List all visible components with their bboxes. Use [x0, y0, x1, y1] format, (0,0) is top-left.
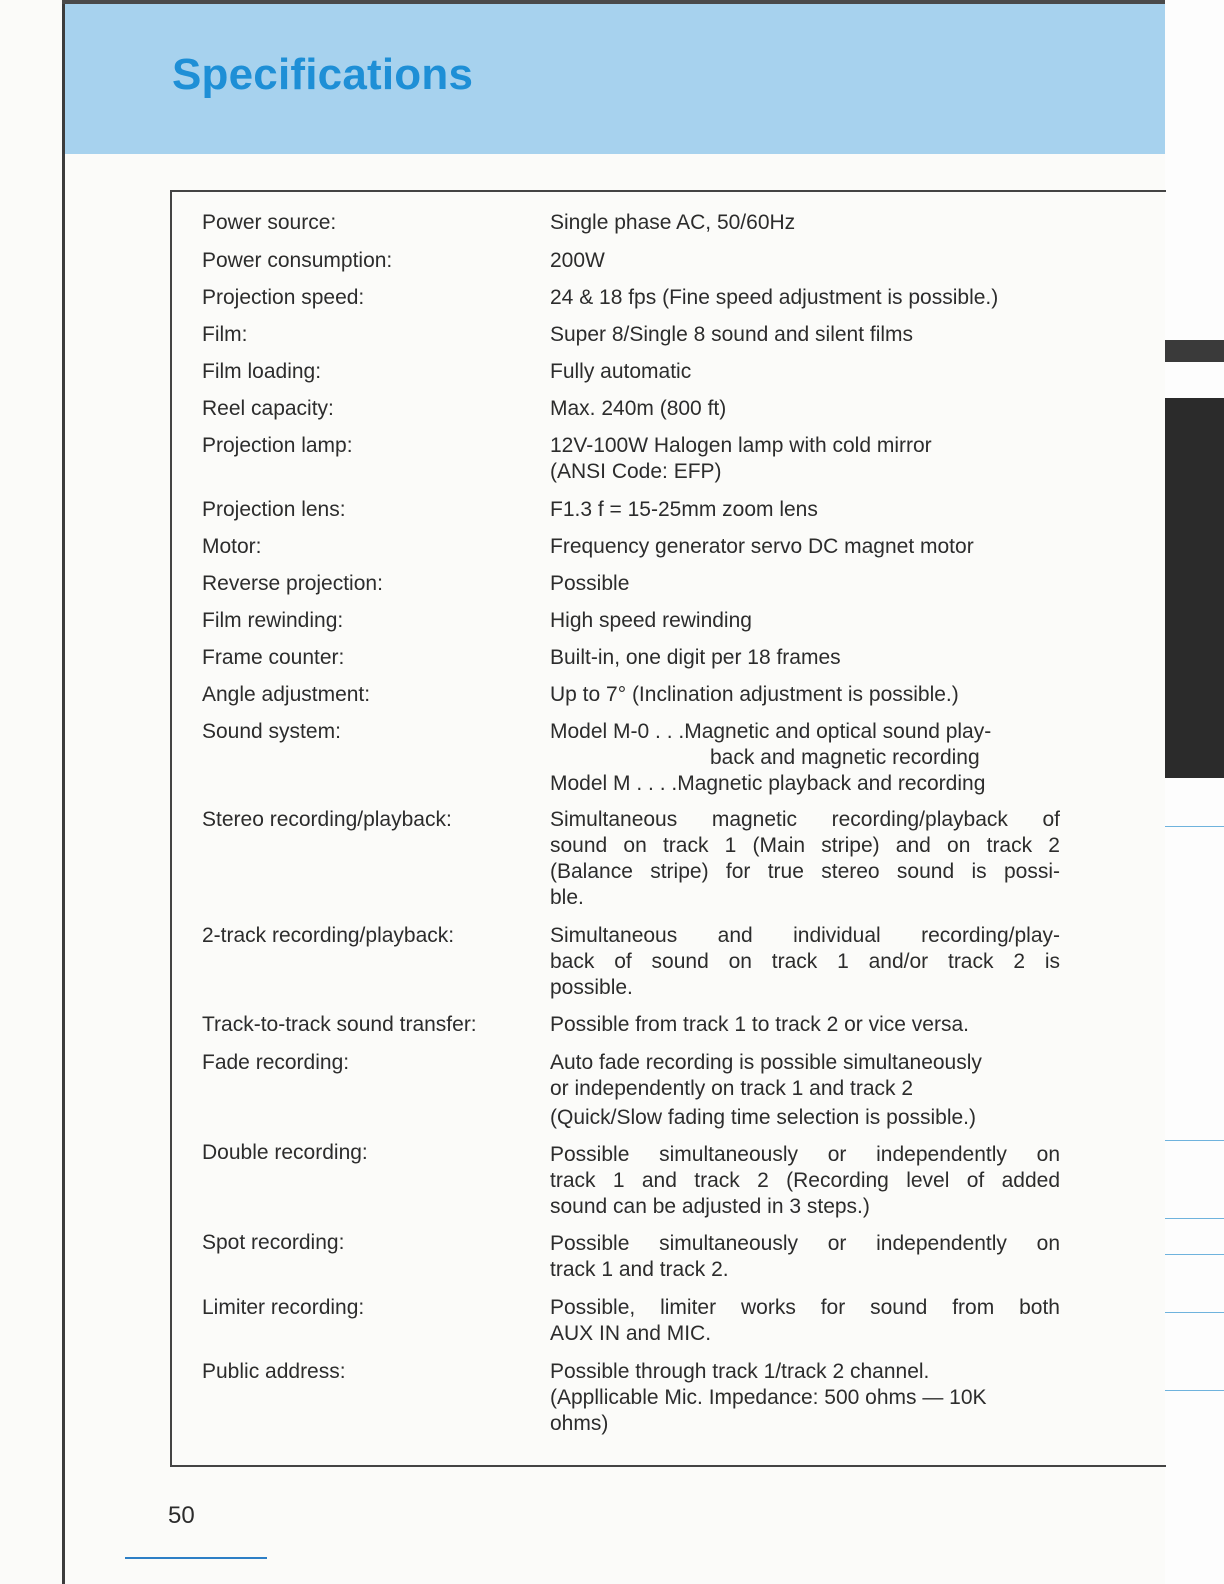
spec-value-line: (Balance stripe) for true stereo sound is possi-: [550, 860, 1060, 883]
spec-value-spot-recording: [550, 1231, 1060, 1283]
spec-label-limiter-recording: Limiter recording:: [202, 1296, 365, 1319]
spec-value-line: (ANSI Code: EFP): [550, 460, 722, 483]
spec-value-film-loading: [550, 359, 1060, 385]
spec-value-line: AUX IN and MIC.: [550, 1322, 712, 1345]
spec-value-line: 12V-100W Halogen lamp with cold mirror: [550, 434, 932, 457]
spec-value-line: Possible: [550, 572, 630, 595]
adjacent-page-line: [1165, 1218, 1224, 1219]
spec-label-stereo-recording: Stereo recording/playback:: [202, 808, 452, 831]
spec-value-double-recording: [550, 1142, 1060, 1220]
spec-value-projection-lamp: [550, 433, 1060, 485]
page-left-edge: [62, 0, 65, 1584]
spec-value-line: track 1 and track 2 (Recording level of added: [550, 1169, 1060, 1192]
bottom-rule: [125, 1557, 267, 1559]
spec-label-projection-lens: Projection lens:: [202, 498, 346, 521]
spec-label-film-rewinding: Film rewinding:: [202, 609, 344, 632]
spec-label-track-transfer: Track-to-track sound transfer:: [202, 1013, 477, 1036]
spec-label-angle-adjustment: Angle adjustment:: [202, 683, 371, 706]
spec-label-projection-speed: Projection speed:: [202, 286, 365, 309]
spec-value-power-consumption: [550, 248, 1060, 274]
spec-value-2-track-recording: [550, 923, 1060, 1001]
spec-value-line: ble.: [550, 886, 584, 909]
spec-value-line: sound on track 1 (Main stripe) and on track 2: [550, 834, 1060, 857]
spec-value-line: Possible from track 1 to track 2 or vice versa.: [550, 1013, 969, 1036]
spec-value-reverse-projection: [550, 571, 1060, 597]
spec-label-fade-recording: Fade recording:: [202, 1051, 350, 1074]
spec-value-line: Possible, limiter works for sound from both: [550, 1296, 1060, 1319]
spec-value-line: 200W: [550, 249, 605, 272]
spec-value-line: Possible simultaneously or independently on: [550, 1143, 1060, 1166]
spec-value-line: Built-in, one digit per 18 frames: [550, 646, 841, 669]
spec-value-line: Fully automatic: [550, 360, 692, 383]
spec-label-film-loading: Film loading:: [202, 360, 322, 383]
adjacent-page-line: [1165, 1254, 1224, 1255]
adjacent-page-line: [1165, 1312, 1224, 1313]
spec-value-line: Simultaneous and individual recording/play-: [550, 924, 1060, 947]
adjacent-page-photo-edge: [1165, 340, 1224, 362]
spec-value-frame-counter: [550, 645, 1060, 671]
spec-label-reel-capacity: Reel capacity:: [202, 397, 334, 420]
spec-label-public-address: Public address:: [202, 1360, 346, 1383]
adjacent-page-photo: [1165, 398, 1224, 778]
spec-value-line: Possible through track 1/track 2 channel.: [550, 1360, 930, 1383]
spec-value-stereo-recording: [550, 807, 1060, 911]
spec-label-power-consumption: Power consumption:: [202, 249, 393, 272]
spec-label-frame-counter: Frame counter:: [202, 646, 345, 669]
spec-value-limiter-recording: [550, 1295, 1060, 1347]
spec-value-line: Super 8/Single 8 sound and silent films: [550, 323, 914, 346]
spec-value-line: Auto fade recording is possible simultaneously: [550, 1051, 982, 1074]
spec-value-public-address: [550, 1359, 1060, 1437]
spec-value-line: Up to 7° (Inclination adjustment is possible.): [550, 683, 959, 706]
spec-value-line: Possible simultaneously or independently on: [550, 1232, 1060, 1255]
spec-label-double-recording: Double recording:: [202, 1141, 368, 1164]
spec-value-line: Single phase AC, 50/60Hz: [550, 211, 796, 234]
spec-value-line: ohms): [550, 1412, 609, 1435]
spec-value-line: possible.: [550, 976, 633, 999]
spec-value-reel-capacity: [550, 396, 1060, 422]
adjacent-page-strip: [1165, 0, 1224, 1584]
spec-value-line: High speed rewinding: [550, 609, 752, 632]
spec-value-projection-lens: [550, 497, 1060, 523]
spec-label-projection-lamp: Projection lamp:: [202, 434, 353, 457]
adjacent-page-line: [1165, 1140, 1224, 1141]
spec-value-projection-speed: [550, 285, 1060, 311]
spec-value-line: sound can be adjusted in 3 steps.): [550, 1195, 870, 1218]
spec-value-line: Frequency generator servo DC magnet motor: [550, 535, 974, 558]
spec-value-line: (Appllicable Mic. Impedance: 500 ohms — 10K: [550, 1386, 987, 1409]
spec-label-2-track-recording: 2-track recording/playback:: [202, 924, 455, 947]
page-number: 50: [168, 1502, 195, 1529]
spec-value-line: 24 & 18 fps (Fine speed adjustment is possible.): [550, 286, 999, 309]
spec-label-power-source: Power source:: [202, 211, 337, 234]
spec-value-line: or independently on track 1 and track 2: [550, 1077, 914, 1100]
spec-value-film-rewinding: [550, 608, 1060, 634]
spec-value-line: Max. 240m (800 ft): [550, 397, 727, 420]
spec-value-power-source: [550, 210, 1060, 236]
spec-value-film: [550, 322, 1060, 348]
spec-value-angle-adjustment: [550, 682, 1060, 708]
spec-value-fade-recording: [550, 1050, 1060, 1131]
spec-value-track-transfer: [550, 1012, 1060, 1038]
spec-value-line: track 1 and track 2.: [550, 1258, 729, 1281]
spec-value-line: Simultaneous magnetic recording/playback of: [550, 808, 1060, 831]
adjacent-page-line: [1165, 1390, 1224, 1391]
spec-value-line: back and magnetic recording: [710, 746, 980, 769]
spec-label-spot-recording: Spot recording:: [202, 1231, 345, 1254]
adjacent-page-line: [1165, 826, 1224, 827]
spec-value-line: back of sound on track 1 and/or track 2 is: [550, 950, 1060, 973]
page-title: Specifications: [172, 50, 474, 99]
spec-value-motor: [550, 534, 1060, 560]
spec-value-line: Model M-0 . . .Magnetic and optical sound play-: [550, 720, 992, 743]
spec-label-sound-system: Sound system:: [202, 720, 341, 743]
spec-value-line: Model M . . . .Magnetic playback and recording: [550, 772, 986, 795]
spec-label-reverse-projection: Reverse projection:: [202, 572, 383, 595]
spec-label-film: Film:: [202, 323, 248, 346]
spec-value-sound-system: [550, 719, 1060, 797]
spec-label-motor: Motor:: [202, 535, 262, 558]
spec-value-line: (Quick/Slow fading time selection is possible.): [550, 1106, 977, 1129]
spec-value-line: F1.3 f = 15-25mm zoom lens: [550, 498, 818, 521]
